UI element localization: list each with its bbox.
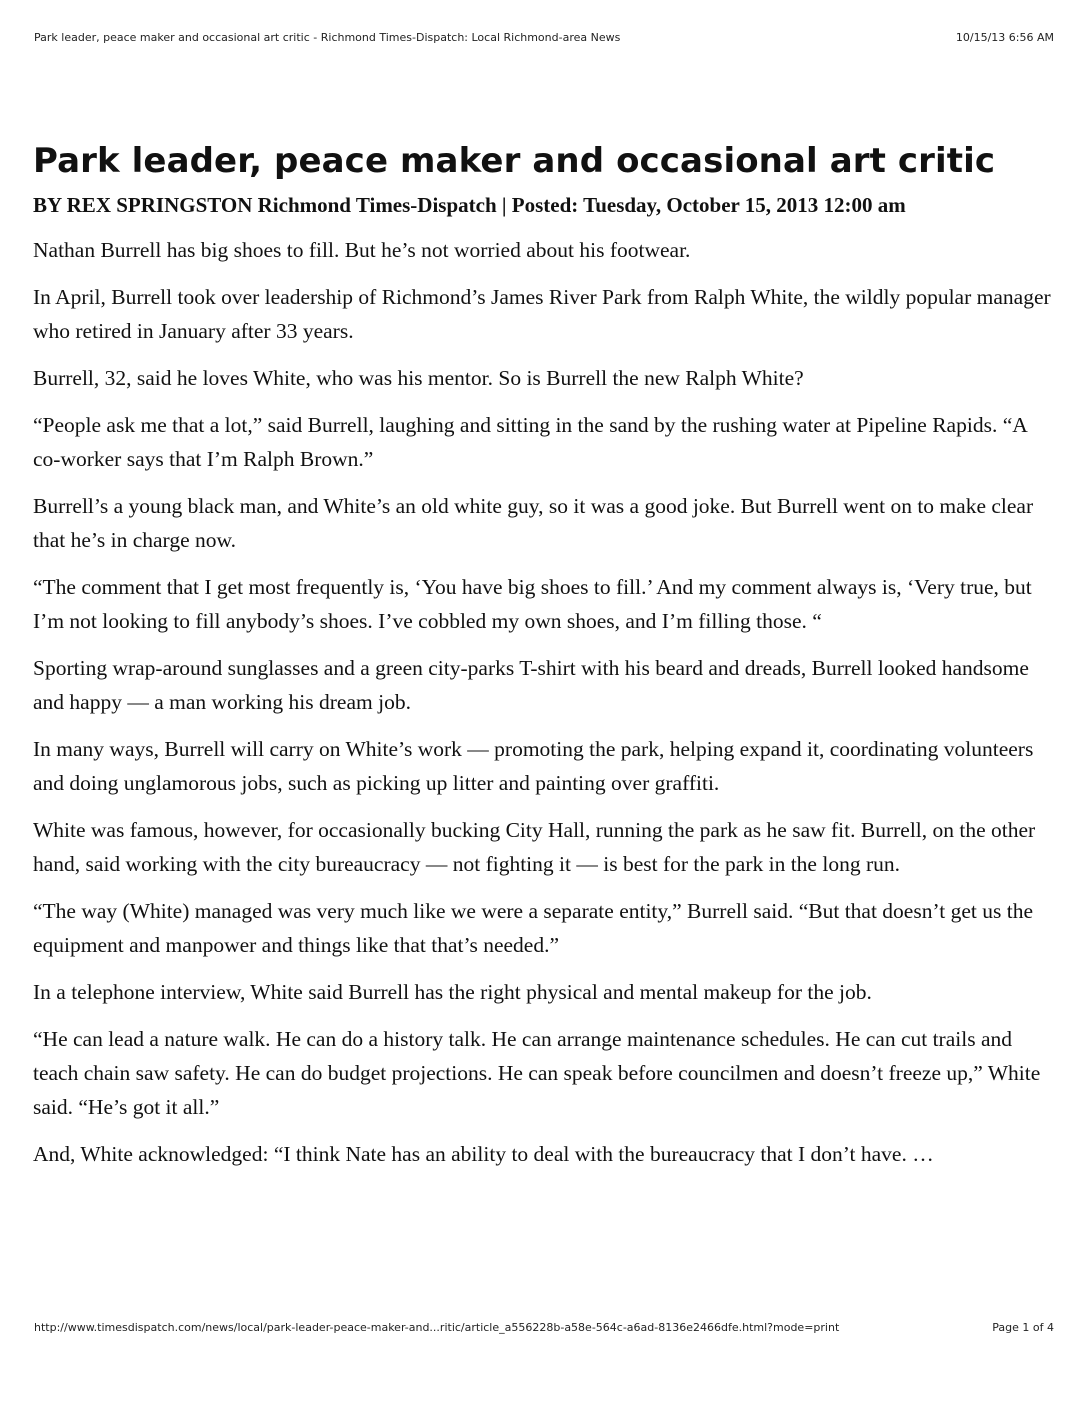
article-paragraph: And, White acknowledged: “I think Nate has an ability to deal with the bureaucracy that I don’t have. … — [33, 1142, 934, 1166]
article-paragraph: “The way (White) managed was very much like we were a separate entity,” Burrell said. “But that doesn’t get us the equipment and manpower and things like that that’s needed.” — [33, 899, 1033, 957]
print-footer-url: http://www.timesdispatch.com/news/local/park-leader-peace-maker-and...ritic/article_a556228b-a58e-564c-a6ad-8136e2466dfe.html?mode=print — [34, 1321, 840, 1334]
article-paragraph: In a telephone interview, White said Burrell has the right physical and mental makeup for the job. — [33, 980, 872, 1004]
print-header-datetime: 10/15/13 6:56 AM — [955, 31, 1054, 44]
article-body — [33, 233, 1058, 1171]
article-paragraph: In April, Burrell took over leadership of Richmond’s James River Park from Ralph White, the wildly popular manager who retired in January after 33 years. — [33, 285, 1051, 343]
article-paragraph: “The comment that I get most frequently is, ‘You have big shoes to fill.’ And my comment always is, ‘Very true, but I’m not looking to fill anybody’s shoes. I’ve cobbled my own shoes, and I’m filling those. “ — [33, 575, 1032, 633]
article-paragraph: Sporting wrap-around sunglasses and a green city-parks T-shirt with his beard and dreads, Burrell looked handsome and happy — a man working his dream job. — [33, 656, 1029, 714]
article — [33, 140, 1058, 1184]
print-header-title: Park leader, peace maker and occasional art critic - Richmond Times-Dispatch: Local Richmond-area News — [34, 31, 621, 44]
print-header — [34, 31, 1054, 47]
article-paragraph: “People ask me that a lot,” said Burrell, laughing and sitting in the sand by the rushing water at Pipeline Rapids. “A co-worker says that I’m Ralph Brown.” — [33, 413, 1027, 471]
print-footer — [34, 1321, 1054, 1337]
article-paragraph: “He can lead a nature walk. He can do a history talk. He can arrange maintenance schedules. He can cut trails and teach chain saw safety. He can do budget projections. He can speak before councilmen and doesn’t freeze up,” White said. “He’s got it all.” — [33, 1027, 1041, 1119]
article-paragraph: In many ways, Burrell will carry on White’s work — promoting the park, helping expand it, coordinating volunteers and doing unglamorous jobs, such as picking up litter and painting over graffiti. — [33, 737, 1034, 795]
article-headline: Park leader, peace maker and occasional art critic — [33, 141, 996, 181]
article-paragraph: Nathan Burrell has big shoes to fill. But he’s not worried about his footwear. — [33, 238, 691, 262]
article-paragraph: White was famous, however, for occasionally bucking City Hall, running the park as he saw fit. Burrell, on the other hand, said working with the city bureaucracy — not fighting it — is best for the park in the long run. — [33, 818, 1036, 876]
article-byline: BY REX SPRINGSTON Richmond Times-Dispatch | Posted: Tuesday, October 15, 2013 12:00 am — [33, 193, 906, 217]
print-footer-page-number: Page 1 of 4 — [992, 1321, 1054, 1334]
article-paragraph: Burrell’s a young black man, and White’s an old white guy, so it was a good joke. But Burrell went on to make clear that he’s in charge now. — [33, 494, 1034, 552]
article-paragraph: Burrell, 32, said he loves White, who was his mentor. So is Burrell the new Ralph White? — [33, 366, 804, 390]
